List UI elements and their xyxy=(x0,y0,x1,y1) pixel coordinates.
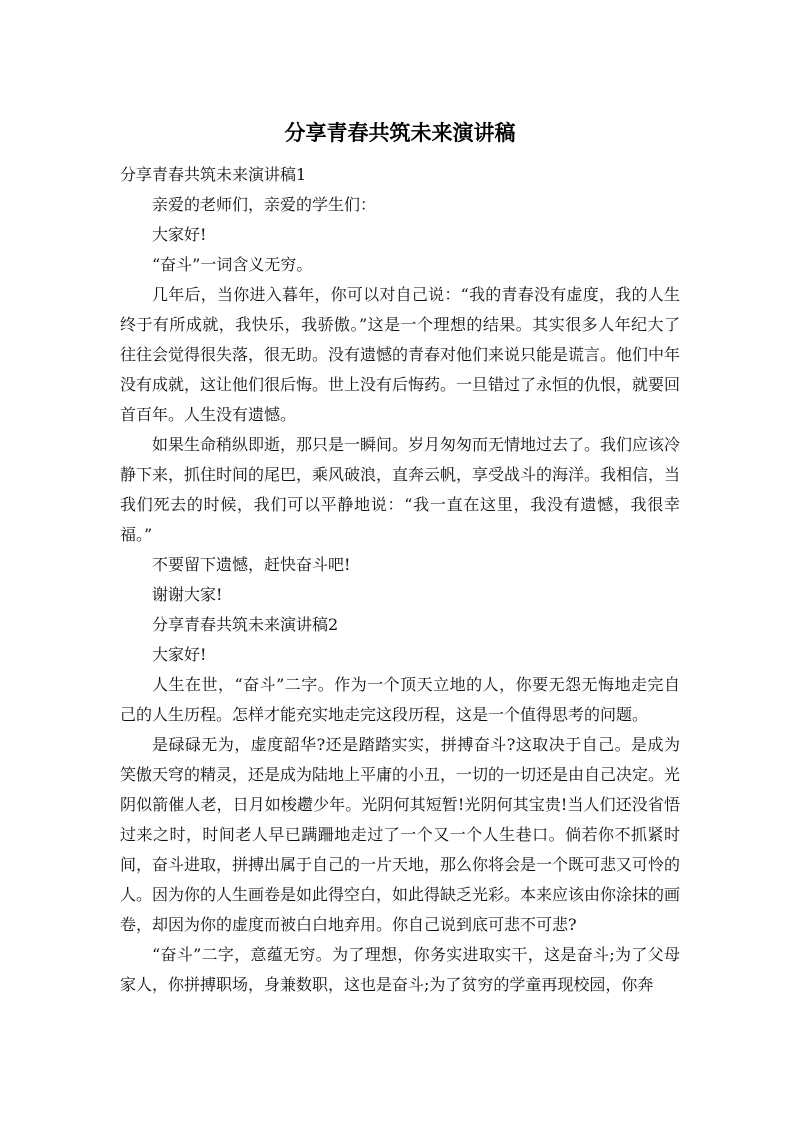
salutation: 亲爱的老师们，亲爱的学生们： xyxy=(152,195,377,214)
paragraph: 不要留下遗憾，赶快奋斗吧! xyxy=(152,555,351,574)
greeting: 大家好! xyxy=(152,225,207,244)
closing: 谢谢大家! xyxy=(152,585,223,604)
paragraph: 几年后，当你进入暮年，你可以对自己说：“我的青春没有虚度，我的人生终于有所成就，我快乐，我骄傲。”这是一个理想的结果。其实很多人年纪大了往往会觉得很失落，很无助。没有遗憾的青春对他们来说只能是谎言。他们中年没有成就，这让他们很后悔。世上没有后悔药。一旦错过了永恒的仇恨，就要回首百年。人生没有遗憾。 xyxy=(120,285,681,424)
greeting: 大家好! xyxy=(152,645,207,664)
section-heading-1: 分享青春共筑未来演讲稿1 xyxy=(120,165,307,184)
paragraph: 是碌碌无为，虚度韶华?还是踏踏实实，拼搏奋斗?这取决于自己。是成为笑傲天穹的精灵，还是成为陆地上平庸的小丑，一切的一切还是由自己决定。光阴似箭催人老，日月如梭趱少年。光阴何其短暂!光阴何其宝贵!当人们还没省悟过来之时，时间老人早已蹒跚地走过了一个又一个人生巷口。倘若你不抓紧时间，奋斗进取，拼搏出属于自己的一片天地，那么你将会是一个既可悲又可怜的人。因为你的人生画卷是如此得空白，如此得缺乏光彩。本来应该由你涂抹的画卷，却因为你的虚度而被白白地弃用。你自己说到底可悲不可悲? xyxy=(120,735,681,934)
document-title: 分享青春共筑未来演讲稿 xyxy=(284,121,516,145)
section-heading-2: 分享青春共筑未来演讲稿2 xyxy=(152,615,339,634)
paragraph: “奋斗”二字，意蕴无穷。为了理想，你务实进取实干，这是奋斗;为了父母家人，你拼搏职场，身兼数职，这也是奋斗;为了贫穷的学童再现校园，你奔 xyxy=(120,945,680,994)
document-body xyxy=(120,160,680,1000)
paragraph: “奋斗”一词含义无穷。 xyxy=(152,255,313,274)
paragraph: 人生在世，“奋斗”二字。作为一个顶天立地的人，你要无怨无悔地走完自己的人生历程。怎样才能充实地走完这段历程，这是一个值得思考的问题。 xyxy=(120,675,680,724)
paragraph: 如果生命稍纵即逝，那只是一瞬间。岁月匆匆而无情地过去了。我们应该冷静下来，抓住时间的尾巴，乘风破浪，直奔云帆，享受战斗的海洋。我相信，当我们死去的时候，我们可以平静地说：“我一直在这里，我没有遗憾，我很幸福。” xyxy=(120,435,681,544)
